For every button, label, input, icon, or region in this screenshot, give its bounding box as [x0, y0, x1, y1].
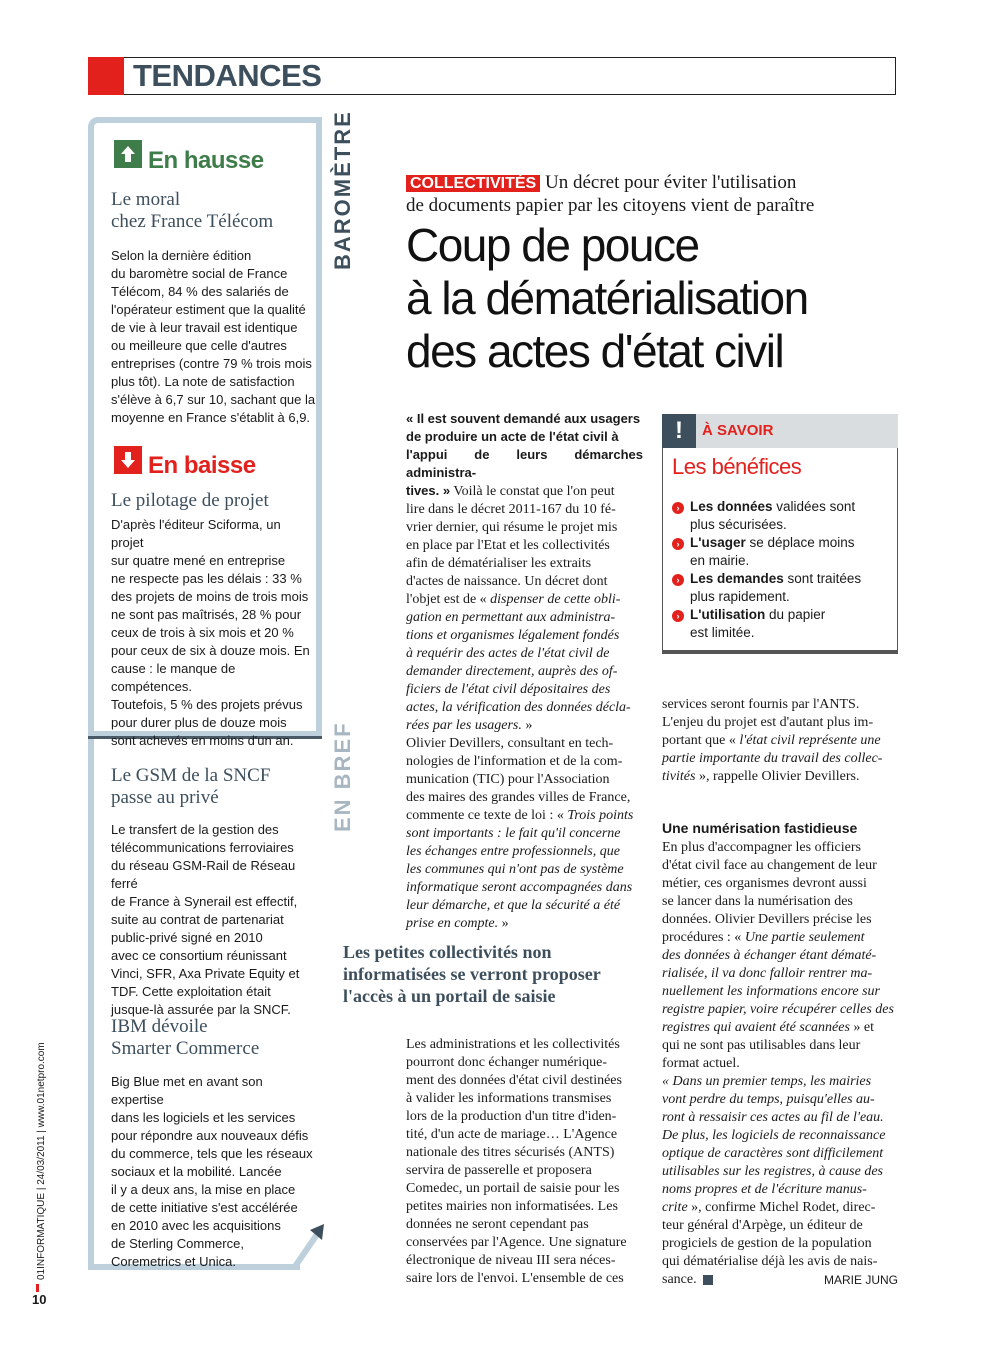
hausse-heading: En hausse [148, 147, 264, 174]
enbref-frame-left [88, 736, 94, 1270]
baisse-body: D'après l'éditeur Sciforma, un projet sur quatre mené en entreprise ne respecte pas les délais : 33 % des projets de moins de trois mois ne sont pas maîtrisés, 28 % pour ceux de trois à six mois et 20 % pour ceux de six à douze mois. En cause : le manque de compétences. Toutefois, 5 % des projets prévus pour durer plus de douze mois sont achevés en moins d'un an. [111, 517, 310, 748]
bullet-arrow-icon: › [672, 538, 684, 550]
benefit-item: L'utilisation du papier est limitée. [690, 607, 826, 640]
benefit-item: Les données validées sont plus sécurisées. [690, 499, 856, 532]
bullet-arrow-icon: › [672, 610, 684, 622]
bullet-arrow-icon: › [672, 574, 684, 586]
page-number: 10 [32, 1292, 47, 1307]
exclamation-icon: ! [662, 414, 696, 448]
footer-mark [36, 1284, 39, 1292]
bullet-arrow-icon: › [672, 502, 684, 514]
baisse-heading: En baisse [148, 452, 256, 479]
subheading: Une numérisation fastidieuse [662, 820, 858, 836]
enbref-label: EN BREF [330, 721, 355, 832]
column-2-top: services seront fournis par l'ANTS. L'enjeu du projet est d'autant plus im- portant que « l'état civil représente une partie importante du travail des collec- tivités », rappelle Olivier Devillers. [662, 697, 883, 784]
gsm-body: Le transfert de la gestion des télécommunications ferroviaires du réseau GSM-Rail de Réseau ferré de France à Synerail est effectif, suite au contrat de partenariat public-privé signé en 2010 avec ce consortium réunissant Vinci, SFR, Axa Private Equity et TDF. Cette exploitation était jusque-là assurée par la SNCF. [111, 822, 300, 1017]
arrow-down-icon [114, 446, 142, 474]
ibm-title: IBM dévoile Smarter Commerce [111, 1016, 260, 1059]
baisse-title: Le pilotage de projet [111, 490, 269, 511]
end-mark-icon [703, 1275, 713, 1285]
author: MARIE JUNG [823, 1273, 898, 1287]
barometre-label: BAROMÈTRE [330, 110, 355, 270]
gsm-title: Le GSM de la SNCF passe au privé [111, 765, 271, 808]
a-savoir-bar [662, 414, 898, 448]
a-savoir-label: À SAVOIR [702, 422, 774, 439]
benefit-item: L'usager se déplace moins en mairie. [690, 535, 855, 568]
hausse-title: Le moral chez France Télécom [111, 189, 274, 232]
benefit-item: Les demandes sont traitées plus rapidement. [690, 571, 862, 604]
column-1-top: « Il est souvent demandé aux usagers de produire un acte de l'état civil à l'appui de leurs démarches administra- tives. » Voilà le constat que l'on peut lire dans le décret 2011-167 du 10 fé- vrier dernier, qui résume le projet mis en place par l'Etat et les collectivités afin de dématérialiser les extraits d'actes de naissance. Un décret dont l'objet est de « dispenser de cette obli- gation en permettant aux administra- tions et organismes légalement fondés à requérir des actes de l'état civil de demander directement, auprès des of- ficiers de l'état civil dépositaires des actes, la vérification des données décla- rées par les usagers. » Olivier Devillers, consultant en tech- nologies de l'information et de la com- munication (TIC) pour l'Association des maires des grandes villes de France, commente ce texte de loi : « Trois points sont importants : le fait qu'il concerne les échanges entre professionnels, que les communes qui n'ont pas de système informatique seront accompagnées dans leur démarche, et que la sécurité a été prise en compte. » [406, 411, 643, 931]
hausse-body: Selon la dernière édition du baromètre social de France Télécom, 84 % des salariés de l'opérateur estiment que la qualité de vie à leur travail est identique ou meilleure que celle d'autres entreprises (contre 79 % trois mois plus tôt). La note de satisfaction s'élève à 6,7 sur 10, sachant que la moyenne en France s'établit à 6,9. [111, 248, 316, 425]
article-deck: COLLECTIVITÉS Un décret pour éviter l'utilisation de documents papier par les citoyens vient de paraître [406, 172, 815, 216]
column-2-bottom: En plus d'accompagner les officiers d'état civil face au changement de leur métier, ces organismes devront aussi se lancer dans la numérisation des données. Olivier Devillers précise les procédures : « Une partie seulement des données à échanger étant dématé- rialisée, il va donc falloir rentrer ma- nuellement les informations encore sur registre papier, voire récupérer celles des registres qui avaient été scannées » et qui ne sont pas utilisables dans leur format actuel. « Dans un premier temps, les mairies vont perdre du temps, puisqu'elles au- ront à ressaisir ces actes au fil de l'eau. De plus, les logiciels de reconnaissance optique de caractères sont difficilement utilisables sur les registres, à cause des noms propres et de l'écriture manus- crite », confirme Michel Rodet, direc- teur général d'Arpège, un éditeur de progiciels de gestion de la population qui dématérialise déjà les avis de nais- sance. MARIE JUNG [662, 840, 898, 1287]
kicker: COLLECTIVITÉS [406, 175, 540, 192]
footer-credit: 01INFORMATIQUE | 24/03/2011 | www.01netpro.com [36, 1042, 47, 1280]
section-marker [88, 57, 124, 95]
arrow-up-icon [114, 140, 142, 168]
column-1-bottom: Les administrations et les collectivités pourront donc échanger numérique- ment des données d'état civil destinées à valider les informations transmises lors de la production d'un titre d'iden- tité, d'un acte de mariage… L'Agence nationale des titres sécurisés (ANTS) servira de passerelle et proposera Comedec, un portail de saisie pour les petites mairies non informatisées. Les données ne seront cependant pas conservées par l'Agence. Une signature électronique de niveau III sera néces- saire lors de l'envoi. L'ensemble de ces [406, 1037, 627, 1286]
a-savoir-title: Les bénéfices [672, 454, 802, 479]
section-title: TENDANCES [133, 58, 322, 93]
ibm-body: Big Blue met en avant son expertise dans les logiciels et les services pour répondre aux nouveaux défis du commerce, tels que les réseaux sociaux et la mobilité. Lancée il y a deux ans, la mise en place de cette initiative s'est accélérée en 2010 avec les acquisitions de Sterling Commerce, Coremetrics et Unica. [111, 1074, 313, 1269]
pull-quote: Les petites collectivités non informatisées se verront proposer l'accès à un portail de saisie [343, 942, 601, 1006]
headline: Coup de pouce à la dématérialisation des actes d'état civil [406, 219, 808, 377]
